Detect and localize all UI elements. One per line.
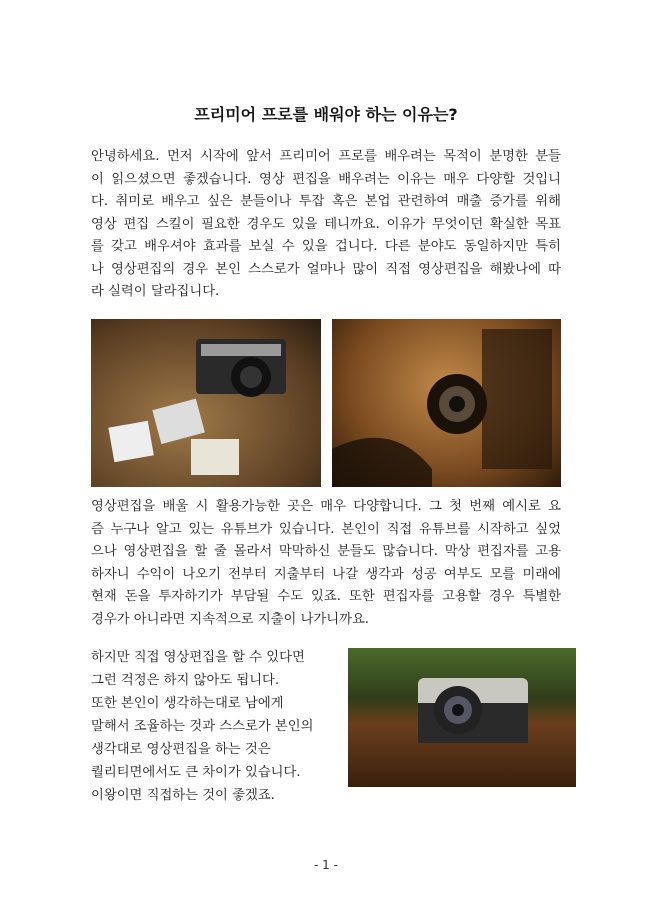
camera-on-table-photo (348, 648, 576, 787)
text-line: 으나 영상편집을 할 줄 몰라서 막막하신 분들도 많습니다. 막상 편집자를 고용 (91, 544, 561, 559)
text-line: 이 읽으셨으면 좋겠습니다. 영상 편집을 배우려는 이유는 매우 다양할 것입니 (91, 171, 561, 187)
page-number: - 1 - (314, 858, 338, 872)
text-line: 라 실력이 달라집니다. (91, 284, 220, 299)
text-line: 다. 취미로 배우고 싶은 분들이나 투잡 혹은 본업 관련하여 매출 증가를 위해 (91, 194, 561, 209)
text-line: 영상 편집 스킬이 필요한 경우도 있을 테니까요. 이유가 무엇이던 확실한 목표 (91, 216, 561, 232)
text-line: 안녕하세요. 먼저 시작에 앞서 프리미어 프로를 배우려는 목적이 분명한 분들 (91, 149, 561, 164)
text-line: 하지만 직접 영상편집을 할 수 있다면 (91, 650, 305, 665)
text-line: 그런 걱정은 하지 않아도 됩니다. (91, 673, 280, 688)
text-line: 이왕이면 직접하는 것이 좋겠죠. (91, 788, 275, 803)
text-line: 말해서 조율하는 것과 스스로가 본인의 (91, 719, 314, 734)
text-line: 즘 누구나 알고 있는 유튜브가 있습니다. 본인이 직접 유튜브를 시작하고 싶었 (91, 521, 561, 537)
text-line: 를 갖고 배우셔야 효과를 보실 수 있을 겁니다. 다른 분야도 동일하지만 특히 (91, 239, 561, 254)
text-line: 또한 본인이 생각하는대로 남에게 (91, 696, 284, 711)
text-line: 생각대로 영상편집을 하는 것은 (91, 742, 271, 757)
document-title: 프리미어 프로를 배워야 하는 이유는? (194, 105, 458, 124)
text-line: 현재 돈을 투자하기가 부담될 수도 있죠. 또한 편집자를 고용할 경우 특별한 (91, 589, 561, 604)
text-line: 나 영상편집의 경우 본인 스스로가 얼마나 많이 직접 영상편집을 해봤나에 따 (91, 261, 561, 277)
text-line: 경우가 아니라면 지속적으로 지출이 나가니까요. (91, 611, 370, 627)
paragraph-usage (91, 496, 561, 631)
text-line: 영상편집을 배울 시 활용가능한 곳은 매우 다양합니다. 그 첫 번째 예시로 요 (91, 499, 561, 514)
folding-camera-film-photo (332, 319, 561, 487)
vintage-camera-map-photo (91, 319, 321, 487)
paragraph-conclusion (91, 646, 313, 807)
text-line: 퀄리티면에서도 큰 차이가 있습니다. (91, 765, 301, 780)
text-line: 하자니 수익이 나오기 전부터 지출부터 나갈 생각과 성공 여부도 모를 미래에 (91, 566, 561, 582)
paragraph-intro (91, 146, 561, 304)
